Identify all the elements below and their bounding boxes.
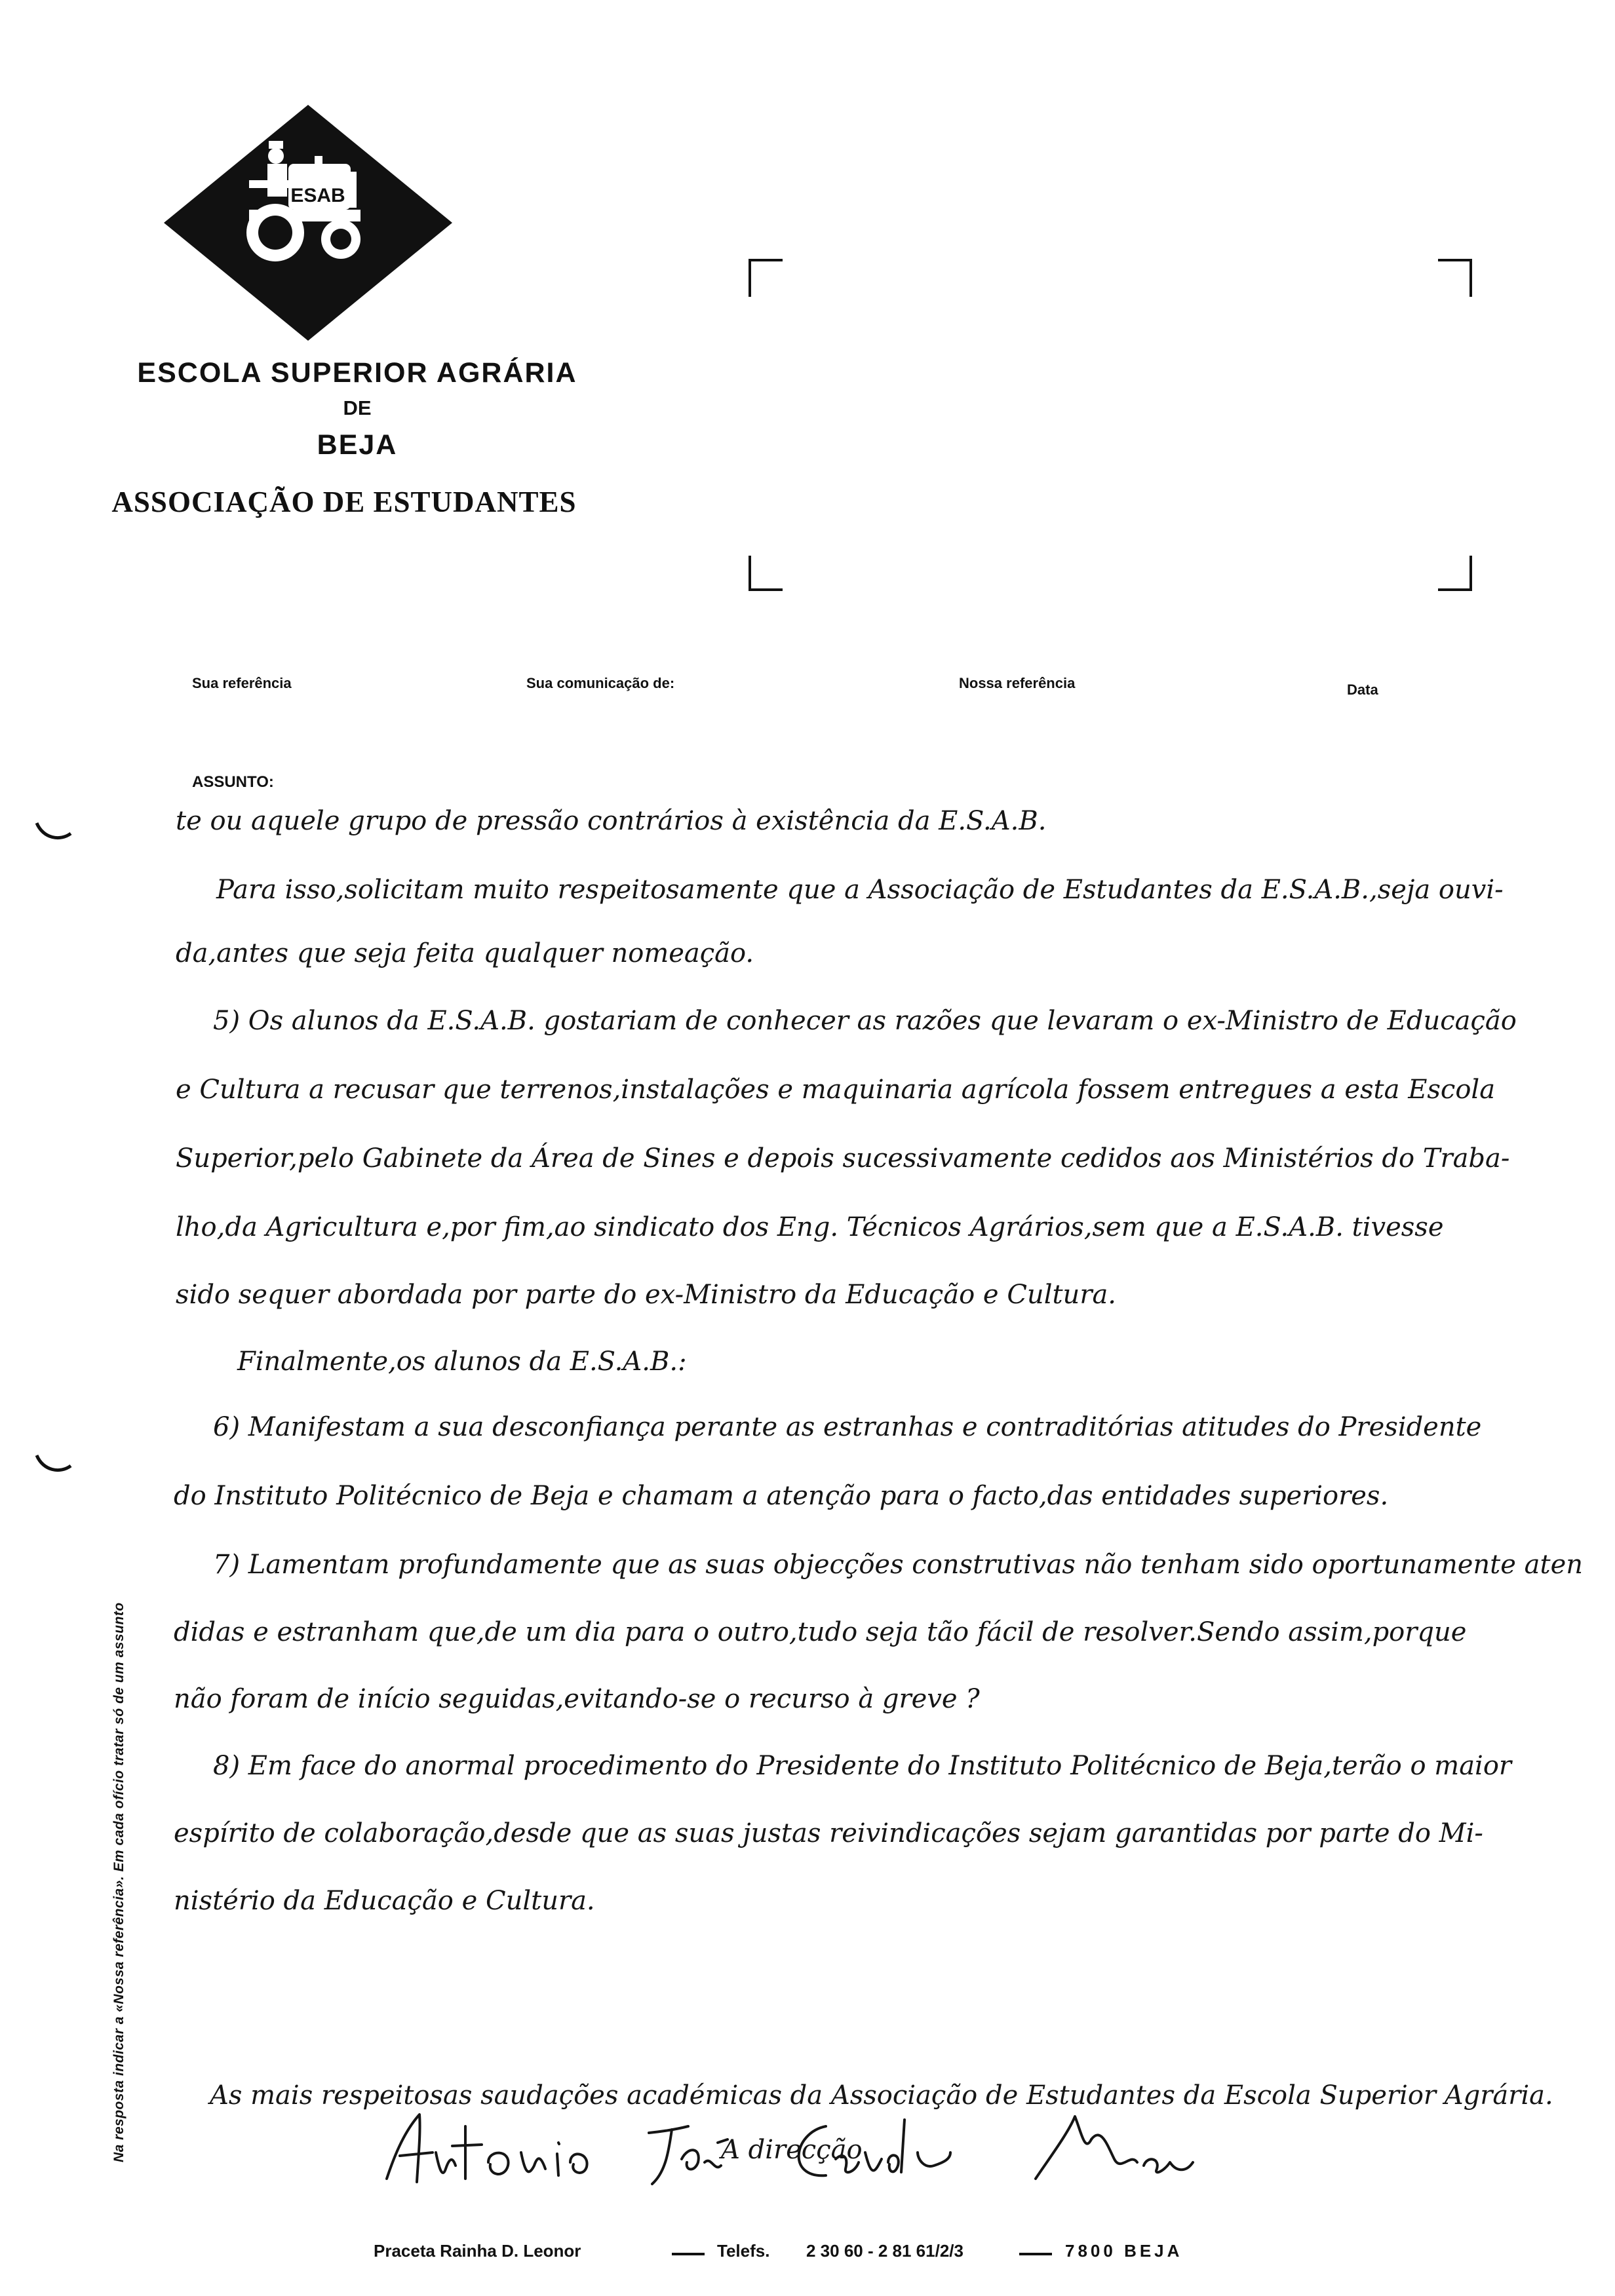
association-name: ASSOCIAÇÃO DE ESTUDANTES bbox=[111, 486, 577, 518]
school-name-de: DE bbox=[343, 396, 372, 419]
address-window-corner-top-left bbox=[749, 259, 783, 297]
body-line: da,antes que seja feita qualquer nomeação. bbox=[176, 938, 754, 968]
body-line: não foram de início seguidas,evitando-se o recurso à greve ? bbox=[174, 1684, 980, 1714]
footer-city: 7800 BEJA bbox=[1065, 2241, 1183, 2261]
body-line: Para isso,solicitam muito respeitosamente que a Associação de Estudantes da E.S.A.B.,seja ouvi- bbox=[216, 875, 1504, 905]
school-city: BEJA bbox=[317, 429, 398, 461]
salutation: As mais respeitosas saudações académicas da Associação de Estudantes da Escola Superior Agrária. bbox=[210, 2080, 1553, 2111]
address-window-corner-bottom-left bbox=[749, 556, 783, 591]
footer-separator bbox=[1019, 2253, 1052, 2255]
body-line: do Instituto Politécnico de Beja e chamam a atenção para o facto,das entidades superiores. bbox=[174, 1481, 1389, 1511]
punch-hole-mark bbox=[34, 1451, 73, 1478]
footer-address: Praceta Rainha D. Leonor bbox=[374, 2241, 581, 2261]
footer-separator bbox=[672, 2253, 705, 2255]
address-window-corner-bottom-right bbox=[1438, 556, 1472, 591]
body-line: Finalmente,os alunos da E.S.A.B.: bbox=[237, 1347, 687, 1377]
footer bbox=[374, 2241, 1593, 2267]
body-line: te ou aquele grupo de pressão contrários à existência da E.S.A.B. bbox=[176, 806, 1047, 836]
body-line: Superior,pelo Gabinete da Área de Sines e depois sucessivamente cedidos aos Ministérios do Traba- bbox=[176, 1143, 1510, 1174]
label-nossa-referencia: Nossa referência bbox=[959, 675, 1076, 691]
signatures bbox=[374, 2107, 1245, 2189]
margin-note: Na resposta indicar a «Nossa referência». Em cada ofício tratar só de um assunto bbox=[111, 1602, 126, 2162]
label-sua-referencia: Sua referência bbox=[192, 675, 292, 691]
body-line: didas e estranham que,de um dia para o outro,tudo seja tão fácil de resolver.Sendo assim,porque bbox=[174, 1617, 1467, 1647]
signoff: A direcção bbox=[721, 2135, 863, 2165]
body-line: 8) Em face do anormal procedimento do Presidente do Instituto Politécnico de Beja,terão o maior bbox=[213, 1751, 1512, 1781]
label-data: Data bbox=[1347, 681, 1378, 698]
esab-logo bbox=[157, 98, 459, 347]
body-line: 5) Os alunos da E.S.A.B. gostariam de conhecer as razões que levaram o ex-Ministro de Educação bbox=[213, 1006, 1517, 1036]
footer-phone-label: Telefs. bbox=[717, 2241, 770, 2261]
body-line: 6) Manifestam a sua desconfiança perante as estranhas e contraditórias atitudes do Presidente bbox=[213, 1412, 1482, 1442]
address-window-corner-top-right bbox=[1438, 259, 1472, 297]
label-assunto: ASSUNTO: bbox=[192, 773, 274, 791]
body-line: e Cultura a recusar que terrenos,instalações e maquinaria agrícola fossem entregues a esta Escola bbox=[176, 1075, 1496, 1105]
footer-phone-numbers: 2 30 60 - 2 81 61/2/3 bbox=[806, 2241, 963, 2261]
body-line: 7) Lamentam profundamente que as suas objecções construtivas não tenham sido oportunamente aten bbox=[213, 1550, 1583, 1580]
punch-hole-mark bbox=[34, 819, 73, 845]
body-line: sido sequer abordada por parte do ex-Ministro da Educação e Cultura. bbox=[176, 1280, 1116, 1310]
label-sua-comunicacao: Sua comunicação de: bbox=[526, 675, 675, 691]
logo-text: ESAB bbox=[290, 185, 345, 206]
body-line: espírito de colaboração,desde que as suas justas reivindicações sejam garantidas por parte do Mi- bbox=[174, 1818, 1483, 1848]
school-name: ESCOLA SUPERIOR AGRÁRIA bbox=[137, 357, 577, 389]
body-line: nistério da Educação e Cultura. bbox=[174, 1886, 595, 1916]
body-line: lho,da Agricultura e,por fim,ao sindicato dos Eng. Técnicos Agrários,sem que a E.S.A.B. tivesse bbox=[176, 1212, 1444, 1242]
